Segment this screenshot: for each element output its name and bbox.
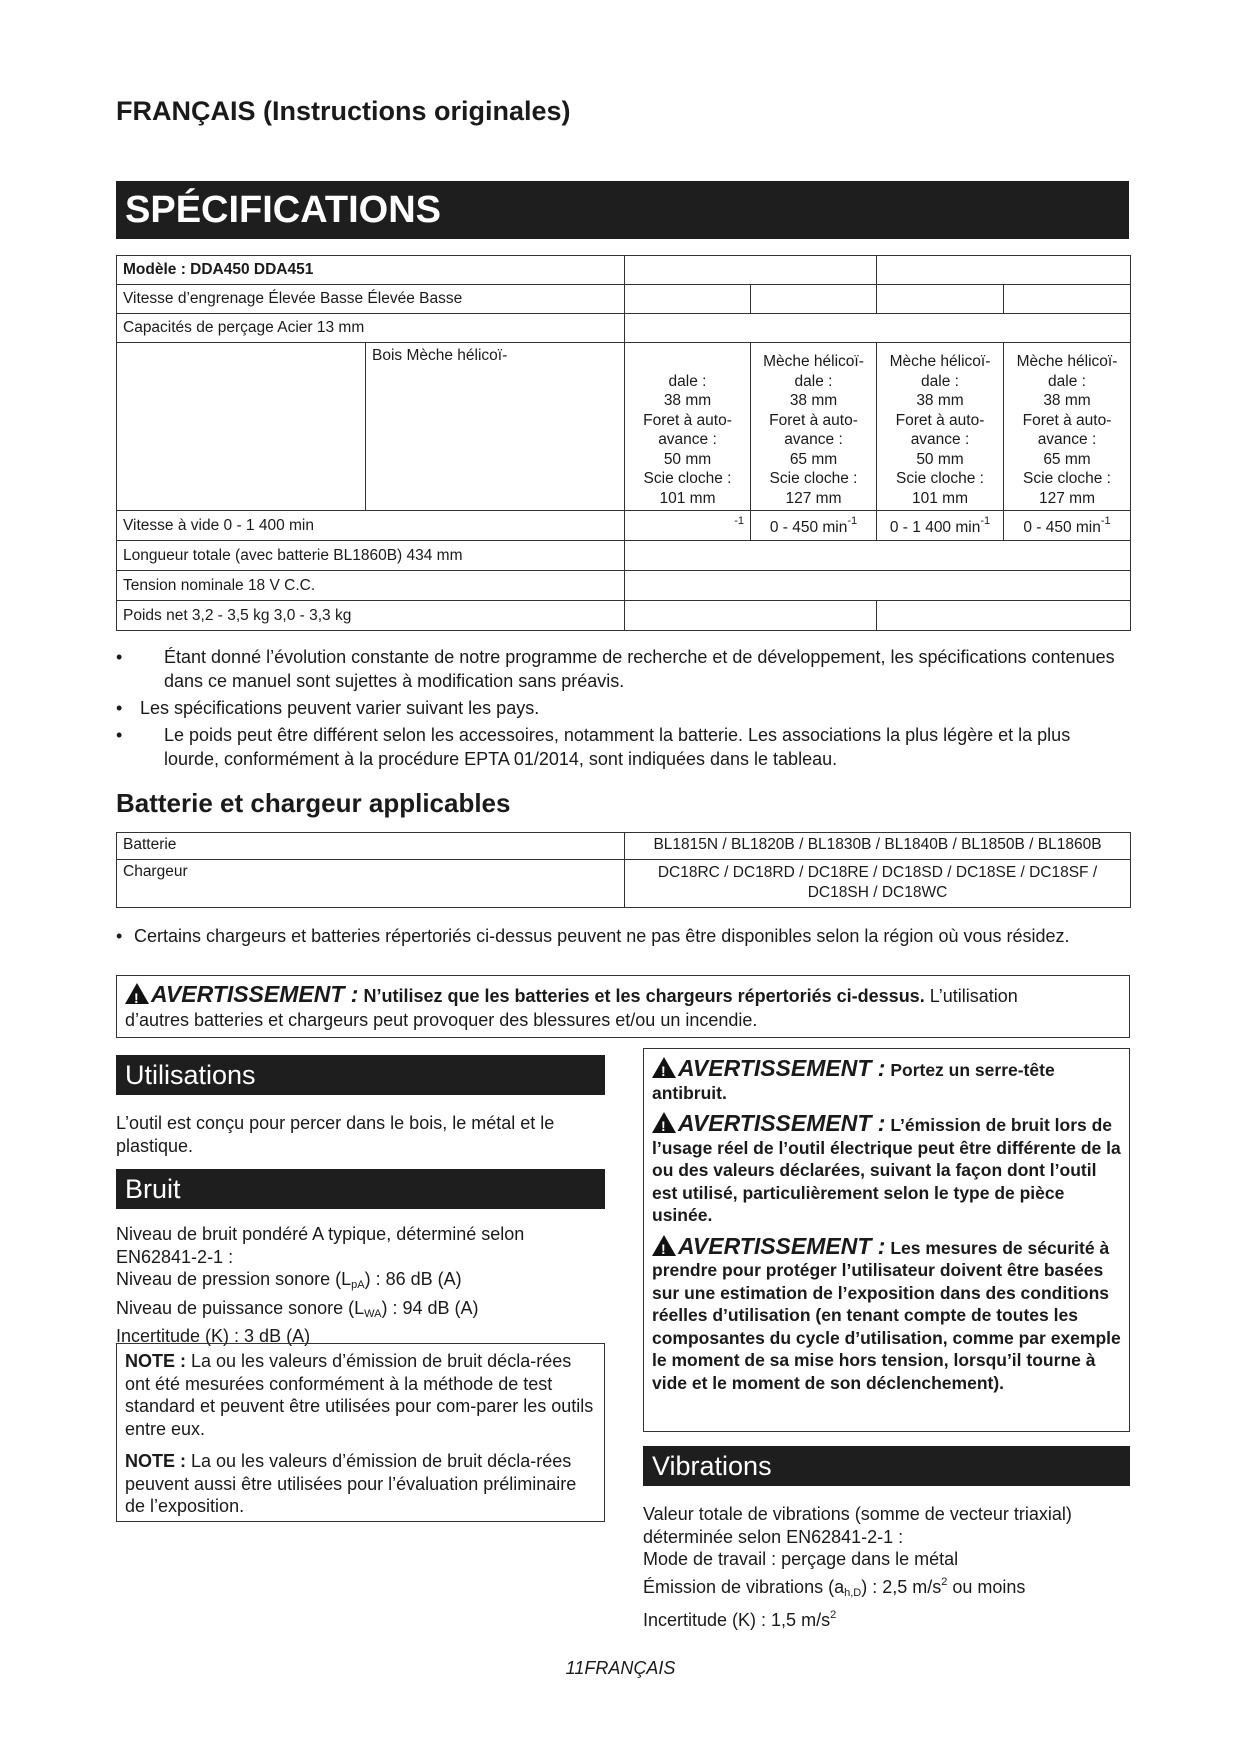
- noise-line: Niveau de bruit pondéré A typique, déterminé selon: [116, 1224, 525, 1244]
- spec-speed-col1: [625, 511, 751, 541]
- wood-line: 127 mm: [785, 489, 842, 507]
- spec-empty-cell: [625, 314, 1131, 343]
- wood-line: 38 mm: [789, 392, 838, 409]
- wood-line: Foret à auto-: [895, 411, 985, 429]
- wood-line: Scie cloche :: [643, 470, 732, 487]
- spec-speed-col4: [1004, 511, 1131, 541]
- wood-line: Scie cloche :: [1023, 470, 1111, 487]
- warning-text: d’autres batteries et chargeurs peut provoquer des blessures et/ou un incendie.: [125, 1010, 758, 1030]
- warning-triangle-icon: [652, 1112, 676, 1133]
- wood-line: Scie cloche :: [896, 470, 984, 487]
- spec-empty-cell: [625, 571, 1131, 601]
- noise-power-line: Niveau de puissance sonore $(L_{WA})$ : 94 dB (A): [116, 1297, 479, 1320]
- wood-line: avance :: [784, 431, 843, 448]
- wood-line: 65 mm: [789, 450, 838, 468]
- page-footer: 11FRANÇAIS: [565, 1658, 676, 1678]
- spec-empty-cell: [625, 285, 751, 314]
- spec-empty-cell: [1004, 285, 1131, 314]
- warning-triangle-icon: [652, 1057, 676, 1078]
- list-item: • Certains chargeurs et batteries répertoriés ci-dessus peuvent ne pas être disponibles selon la région où vous résidez.: [116, 926, 1070, 946]
- battery-charger-heading: Batterie et chargeur applicables: [116, 788, 511, 818]
- spec-capacity: Capacités de perçage Acier 13 mm: [117, 314, 625, 343]
- note-label: NOTE :: [125, 1351, 186, 1371]
- note-paragraph: [125, 1450, 596, 1518]
- noise-uncertainty-line: Incertitude (K) : 3 dB (A): [116, 1326, 311, 1346]
- bruit-heading: Bruit: [116, 1169, 605, 1209]
- note-text: La ou les valeurs d’émission de bruit décla-rées ont été mesurées conformément à la méthode de test standard et peuvent être utilisées pour com-parer les outils entre eux.: [125, 1351, 594, 1439]
- wood-line: Foret à auto-: [643, 411, 732, 429]
- wood-line: 65 mm: [1043, 450, 1091, 468]
- note-paragraph: [125, 1350, 596, 1440]
- speed-value: 0 - 450 min: [1023, 518, 1101, 536]
- warning-paragraph: [652, 1057, 1121, 1104]
- vibration-values: [643, 1503, 1130, 1632]
- list-item: • Les spécifications peuvent varier suivant les pays.: [116, 698, 540, 718]
- speed-exponent: -1: [1100, 514, 1111, 527]
- availability-note: [116, 925, 1126, 950]
- list-item-text: Étant donné l’évolution constante de notre programme de recherche et de développement, les spécifications contenues dans ce manuel sont sujettes à modification sans préavis.: [164, 647, 1115, 691]
- vibrations-heading: Vibrations: [643, 1446, 1130, 1486]
- wood-line: 38 mm: [916, 392, 964, 409]
- battery-warning-box: [116, 975, 1130, 1038]
- wood-line: Mèche hélicoï-: [889, 353, 991, 370]
- speed-value: 0 - 1 400 min: [889, 518, 981, 536]
- spec-empty-cell: [625, 601, 877, 631]
- spec-speed-col2: [751, 511, 877, 541]
- spec-net-weight: Poids net 3,2 - 3,5 kg 3,0 - 3,3 kg: [117, 601, 625, 631]
- speed-exponent: -1: [847, 514, 858, 527]
- list-item-text: Le poids peut être différent selon les accessoires, notamment la batterie. Les associations la plus légère et la plus lourde, conformément à la procédure EPTA 01/2014, sont indiquées dans le tableau.: [164, 725, 1071, 769]
- noise-warnings-box: [643, 1048, 1130, 1432]
- utilisations-text: L’outil est conçu pour percer dans le bois, le métal et le plastique.: [116, 1113, 555, 1156]
- vibration-line: déterminée selon EN62841-2-1 :: [643, 1526, 904, 1547]
- vibration-line: Mode de travail : perçage dans le métal: [643, 1549, 959, 1569]
- noise-pressure-line: Niveau de pression sonore $(L_{pA})$ : 86 dB (A): [116, 1269, 462, 1291]
- vibration-uncertainty-line: Incertitude (K) : 1,5 $m/s^2$: [643, 1609, 837, 1630]
- wood-line: 38 mm: [663, 392, 712, 409]
- spec-wood-col2: [751, 343, 877, 511]
- wood-line: Scie cloche :: [769, 470, 858, 487]
- spec-empty-cell: [625, 256, 877, 285]
- wood-line: Foret à auto-: [769, 411, 858, 429]
- noise-note-box: [116, 1343, 605, 1522]
- battery-models: BL1815N / BL1820B / BL1830B / BL1840B / BL1850B / BL1860B: [625, 833, 1131, 860]
- warning-text: L’utilisation: [929, 986, 1018, 1006]
- spec-wood-col4: [1004, 343, 1131, 511]
- spec-no-load-speed: Vitesse à vide 0 - 1 400 min: [117, 511, 625, 541]
- warning-label: AVERTISSEMENT :: [678, 1110, 886, 1136]
- spec-wood-spacer: [117, 343, 366, 510]
- spec-speed-col3: [877, 511, 1004, 541]
- spec-empty-cell: [877, 601, 1131, 631]
- wood-line: 101 mm: [659, 489, 716, 507]
- charger-models-line: DC18RC / DC18RD / DC18RE / DC18SD / DC18SE / DC18SF /: [657, 864, 1098, 881]
- charger-models-line: DC18SH / DC18WC: [807, 884, 948, 901]
- spec-empty-cell: [625, 541, 1131, 571]
- wood-line: Mèche hélicoï-: [1016, 353, 1118, 370]
- vibration-emission-line: Émission de vibrations $(a_{h,D})$ : 2,5 $m/s^2$ ou moins: [643, 1575, 1026, 1599]
- wood-line: 38 mm: [1043, 392, 1091, 409]
- battery-charger-table: [116, 832, 1131, 908]
- spec-wood-label: Bois Mèche hélicoï-: [372, 347, 508, 364]
- wood-line: dale :: [921, 372, 959, 390]
- spec-notes-list: [116, 645, 1126, 774]
- spec-model: Modèle : DDA450 DDA451: [123, 261, 314, 278]
- spec-empty-cell: [751, 285, 877, 314]
- list-item: • Le poids peut être différent selon les accessoires, notamment la batterie. Les associations la plus légère et la plus lourde, conformément à la procédure EPTA 01/2014, sont indiquées dans le tableau.: [116, 725, 1071, 769]
- spec-empty-cell: [877, 285, 1004, 314]
- spec-empty-cell: [877, 256, 1131, 285]
- spec-overall-length: Longueur totale (avec batterie BL1860B) 434 mm: [117, 541, 625, 571]
- wood-line: avance :: [658, 431, 717, 448]
- warning-paragraph: [652, 1232, 1121, 1395]
- warning-triangle-icon: [652, 1235, 676, 1256]
- spec-gear-speed: Vitesse d’engrenage Élevée Basse Élevée Basse: [117, 285, 625, 314]
- page-language-title: FRANÇAIS (Instructions originales): [116, 96, 571, 126]
- wood-line: Foret à auto-: [1022, 411, 1112, 429]
- wood-line: avance :: [910, 431, 970, 448]
- wood-line: 50 mm: [916, 450, 964, 468]
- wood-line: 101 mm: [912, 489, 968, 507]
- speed-value: 0 - 450 min: [769, 518, 848, 536]
- wood-line: 50 mm: [663, 450, 712, 468]
- warning-paragraph: [652, 1112, 1121, 1227]
- spec-wood-cell: [117, 343, 625, 511]
- wood-line: Mèche hélicoï-: [763, 353, 864, 370]
- utilisations-heading: Utilisations: [116, 1055, 605, 1095]
- list-item-text: Certains chargeurs et batteries répertoriés ci-dessus peuvent ne pas être disponibles selon la région où vous résidez.: [134, 926, 1070, 946]
- noise-line: EN62841-2-1 :: [116, 1246, 234, 1267]
- specifications-table: [116, 255, 1131, 631]
- warning-triangle-icon: [125, 983, 149, 1004]
- vibration-line: Valeur totale de vibrations (somme de vecteur triaxial): [643, 1504, 1072, 1524]
- warning-text: Portez un serre-tête antibruit.: [652, 1060, 1055, 1103]
- spec-rated-voltage: Tension nominale 18 V C.C.: [117, 571, 625, 601]
- wood-line: dale :: [794, 372, 833, 390]
- specifications-banner: SPÉCIFICATIONS: [116, 181, 1129, 239]
- warning-label: AVERTISSEMENT :: [151, 981, 359, 1007]
- list-item: • Étant donné l’évolution constante de notre programme de recherche et de développement, les spécifications contenues dans ce manuel sont sujettes à modification sans préavis.: [116, 647, 1115, 691]
- wood-line: dale :: [1048, 372, 1086, 390]
- speed-exponent: -1: [980, 514, 991, 527]
- spec-model-cell: [117, 256, 625, 285]
- note-label: NOTE :: [125, 1451, 186, 1471]
- warning-label: AVERTISSEMENT :: [678, 1232, 886, 1259]
- wood-line: dale :: [668, 372, 707, 390]
- warning-label: AVERTISSEMENT :: [678, 1055, 886, 1081]
- spec-wood-col1: [625, 343, 751, 511]
- note-text: La ou les valeurs d’émission de bruit décla-rées peuvent aussi être utilisées pour l’évaluation préliminaire de l’exposition.: [125, 1451, 577, 1516]
- wood-line: avance :: [1037, 431, 1097, 448]
- speed-exponent: -1: [734, 514, 744, 527]
- charger-label: Chargeur: [117, 860, 625, 908]
- noise-values: [116, 1223, 605, 1348]
- charger-models: [625, 860, 1131, 908]
- battery-label: Batterie: [117, 833, 625, 860]
- wood-line: 127 mm: [1039, 489, 1095, 507]
- spec-wood-col3: [877, 343, 1004, 511]
- warning-bold-text: N’utilisez que les batteries et les chargeurs répertoriés ci-dessus.: [363, 986, 925, 1006]
- warning-text: Les mesures de sécurité à prendre pour protéger l’utilisateur doivent être basées sur une estimation de l’exposition dans des conditions réelles d’utilisation (en tenant compte de toutes les composantes du cycle d’utilisation, comme par exemple le moment de sa mise hors tension, lorsqu’il tourne à vide et le moment de son déclenchement).: [652, 1237, 1121, 1393]
- list-item-text: Les spécifications peuvent varier suivant les pays.: [140, 698, 540, 718]
- warning-text: L’émission de bruit lors de l’usage réel de l’outil électrique peut être différente de la ou des valeurs déclarées, suivant la façon dont l’outil est utilisé, particulièrement selon le type de pièce usinée.: [652, 1115, 1121, 1225]
